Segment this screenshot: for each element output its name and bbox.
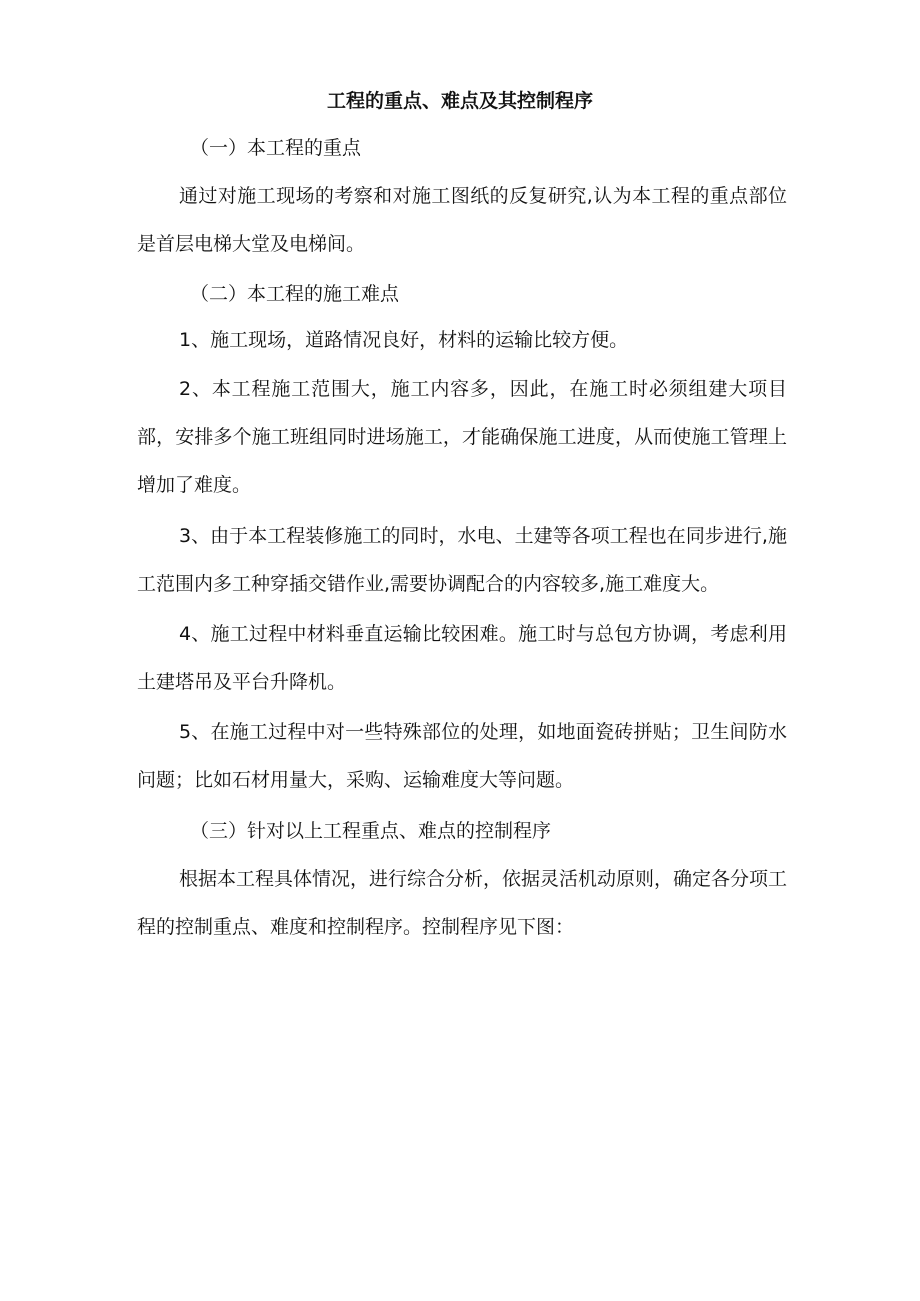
paragraph-control-procedure: 根据本工程具体情况，进行综合分析，依据灵活机动原则，确定各分项工程的控制重点、难度和控制程序。控制程序见下图： <box>137 868 788 938</box>
paragraph-key-points: 通过对施工现场的考察和对施工图纸的反复研究,认为本工程的重点部位是首层电梯大堂及电梯间。 <box>137 185 787 255</box>
paragraph-difficulty-1: 1、施工现场，道路情况良好，材料的运输比较方便。 <box>179 329 629 351</box>
section-heading-control-procedure: （三）针对以上工程重点、难点的控制程序 <box>190 820 552 842</box>
paragraph-difficulty-4: 4、施工过程中材料垂直运输比较困难。施工时与总包方协调，考虑利用土建塔吊及平台升降机。 <box>137 623 787 693</box>
section-heading-difficulties: （二）本工程的施工难点 <box>190 283 400 305</box>
paragraph-difficulty-5: 5、在施工过程中对一些特殊部位的处理，如地面瓷砖拼贴；卫生间防水问题；比如石材用量大，采购、运输难度大等问题。 <box>137 721 787 791</box>
document-title: 工程的重点、难点及其控制程序 <box>326 90 593 112</box>
paragraph-difficulty-2: 2、本工程施工范围大，施工内容多，因此，在施工时必须组建大项目部，安排多个施工班组同时进场施工，才能确保施工进度，从而使施工管理上增加了难度。 <box>137 378 787 496</box>
paragraph-difficulty-3: 3、由于本工程装修施工的同时，水电、土建等各项工程也在同步进行,施工范围内多工种穿插交错作业,需要协调配合的内容较多,施工难度大。 <box>137 525 787 595</box>
section-heading-key-points: （一）本工程的重点 <box>190 137 362 159</box>
